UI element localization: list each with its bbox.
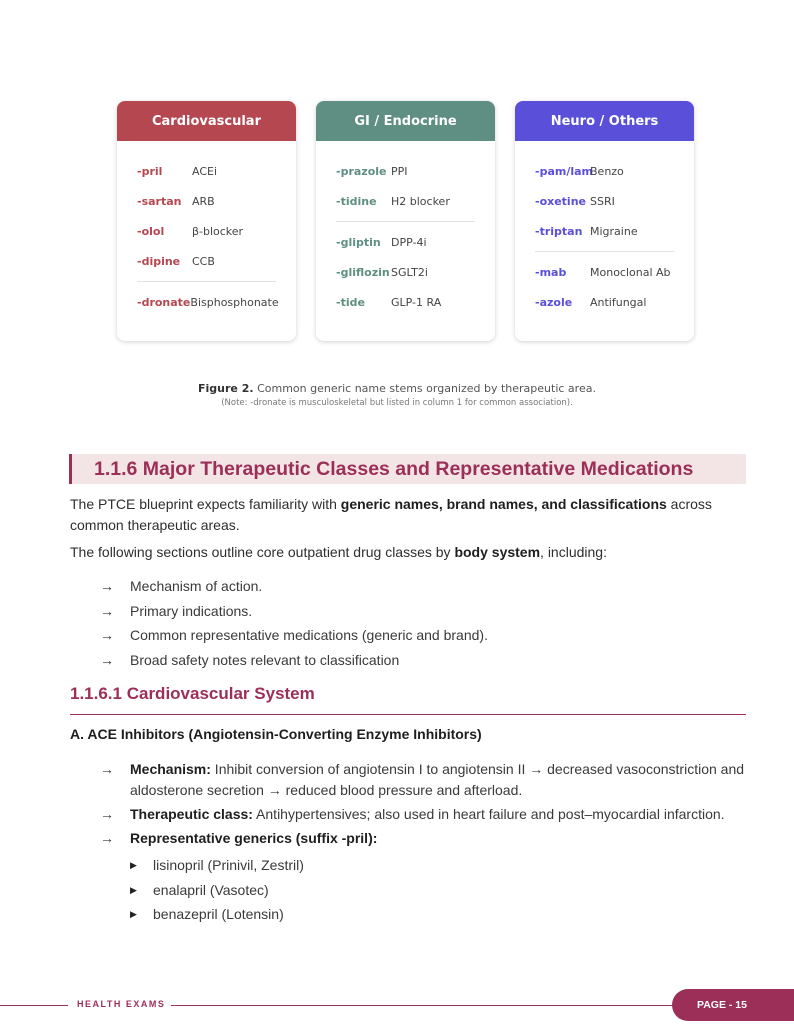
stem: -pril — [137, 164, 163, 178]
list-item-text — [130, 759, 750, 801]
stem-class: CCB — [192, 254, 215, 268]
list-item-text: enalapril (Vasotec) — [153, 881, 269, 898]
stem-row — [535, 287, 674, 317]
stem-row — [137, 186, 276, 216]
generics-list — [130, 855, 304, 929]
triangle-right-icon: ▶ — [130, 884, 137, 895]
caption-text: Common generic name stems organized by therapeutic area. — [257, 382, 596, 395]
right-arrow-icon: → — [100, 627, 114, 643]
right-arrow-icon: → — [100, 830, 114, 846]
list-item-text — [130, 828, 377, 849]
stem: -dronate — [137, 295, 191, 309]
subsection-heading — [70, 684, 746, 715]
bold-text: Therapeutic class: — [130, 806, 253, 822]
stem-row — [137, 287, 279, 317]
right-arrow-icon: → — [100, 806, 114, 822]
list-item — [100, 650, 488, 671]
caption-label: Figure 2. — [198, 382, 254, 395]
stem-class: H2 blocker — [391, 194, 450, 208]
footer-rule — [171, 1005, 681, 1006]
list-item-text: benazepril (Lotensin) — [153, 906, 284, 922]
bold-text: Mechanism: — [130, 761, 211, 777]
stem: -oxetine — [535, 194, 586, 208]
card-title: GI / Endocrine — [316, 101, 495, 141]
outline-list — [100, 576, 488, 674]
stem-row — [336, 257, 475, 287]
bold-text: Representative generics (suffix -pril): — [130, 830, 378, 846]
list-item-text: Common representative medications (generic and brand). — [130, 627, 488, 643]
stem-class: Antifungal — [590, 295, 647, 309]
stem-class: SGLT2i — [391, 265, 428, 279]
stem-figure — [117, 101, 694, 341]
footer-rule — [0, 1005, 68, 1006]
page-number-badge: PAGE - 15 — [672, 989, 794, 1021]
stem-class: β-blocker — [192, 224, 244, 238]
right-arrow-icon: → — [100, 761, 114, 777]
stem-class: DPP-4i — [391, 235, 427, 249]
stem-row — [336, 287, 475, 317]
triangle-right-icon: ▶ — [130, 909, 137, 919]
stem: -triptan — [535, 224, 583, 238]
stem: -dipine — [137, 254, 181, 268]
stem: -tidine — [336, 194, 377, 208]
card-gi-endocrine — [316, 101, 495, 341]
stem: -pam/lam — [535, 164, 593, 178]
list-item — [100, 625, 488, 646]
stem-class: GLP-1 RA — [391, 295, 442, 309]
stem-class: Monoclonal Ab — [590, 265, 671, 279]
right-arrow-icon: → — [100, 578, 114, 594]
bold-text: body system — [454, 544, 541, 560]
text: , including: — [540, 544, 607, 560]
ace-details-list — [100, 759, 750, 852]
stem-row — [535, 186, 674, 216]
right-arrow-icon: → — [100, 602, 114, 619]
stem: -gliflozin — [336, 265, 390, 279]
stem: -sartan — [137, 194, 182, 208]
list-item — [100, 804, 750, 825]
divider — [535, 251, 674, 252]
list-item — [100, 759, 750, 801]
stem-row — [535, 216, 674, 246]
text: Inhibit conversion of angiotensin I to angiotensin II → decreased vasoconstriction and aldosterone secretion → reduced blood pressure and afterload. — [130, 761, 745, 798]
stem-class: SSRI — [590, 194, 615, 208]
list-item-text — [130, 804, 725, 825]
caption-note: (Note: -dronate is musculoskeletal but listed in column 1 for common association). — [221, 398, 573, 408]
text: across common therapeutic areas. — [70, 496, 712, 533]
card-cardiovascular — [117, 101, 296, 341]
footer-label: HEALTH EXAMS — [77, 999, 166, 1009]
ace-inhibitors-heading: A. ACE Inhibitors (Angiotensin-Converting Enzyme Inhibitors) — [70, 726, 482, 742]
subsection-title: 1.1.6.1 Cardiovascular System — [70, 684, 315, 703]
stem: -mab — [535, 265, 567, 279]
stem-class: Benzo — [590, 164, 624, 178]
list-item-text: Broad safety notes relevant to classification — [130, 651, 400, 668]
figure-caption — [0, 382, 794, 408]
divider — [137, 281, 276, 282]
stem: -gliptin — [336, 235, 381, 249]
stem: -azole — [535, 295, 573, 309]
stem-class: ACEi — [192, 164, 218, 178]
text: The following sections outline core outpatient drug classes by — [70, 544, 455, 560]
list-item-text: Mechanism of action. — [130, 578, 263, 594]
stem: -tide — [336, 295, 365, 309]
list-item-text: Primary indications. — [130, 602, 253, 619]
list-item — [130, 855, 304, 876]
stem-row — [336, 156, 475, 186]
stem-class: Bisphosphonate — [190, 295, 279, 309]
stem: -olol — [137, 224, 165, 238]
list-item-text: lisinopril (Prinivil, Zestril) — [153, 857, 304, 873]
right-arrow-icon: → — [100, 651, 114, 668]
outline-paragraph — [70, 542, 742, 563]
section-title: 1.1.6 Major Therapeutic Classes and Representative Medications — [94, 457, 694, 480]
stem-row — [137, 156, 276, 186]
intro-paragraph — [70, 494, 742, 536]
triangle-right-icon: ▶ — [130, 860, 137, 870]
card-title: Neuro / Others — [515, 101, 694, 141]
stem-row — [336, 186, 475, 216]
text: The PTCE blueprint expects familiarity with — [70, 496, 341, 512]
stem-row — [336, 227, 475, 257]
text: Antihypertensives; also used in heart failure and post–myocardial infarction. — [252, 806, 725, 822]
stem-row — [535, 257, 674, 287]
divider — [336, 221, 475, 222]
stem-class: PPI — [391, 164, 408, 178]
bold-text: generic names, brand names, and classifications — [340, 496, 667, 512]
stem-class: Migraine — [590, 224, 638, 238]
stem-class: ARB — [192, 194, 215, 208]
stem-row — [137, 246, 276, 276]
card-title: Cardiovascular — [117, 101, 296, 141]
list-item — [100, 601, 488, 622]
list-item — [130, 880, 304, 901]
list-item — [130, 904, 304, 925]
section-heading — [69, 454, 746, 484]
stem-row — [535, 156, 674, 186]
stem: -prazole — [336, 164, 387, 178]
list-item — [100, 576, 488, 597]
list-item — [100, 828, 750, 849]
card-neuro-others — [515, 101, 694, 341]
stem-row — [137, 216, 276, 246]
